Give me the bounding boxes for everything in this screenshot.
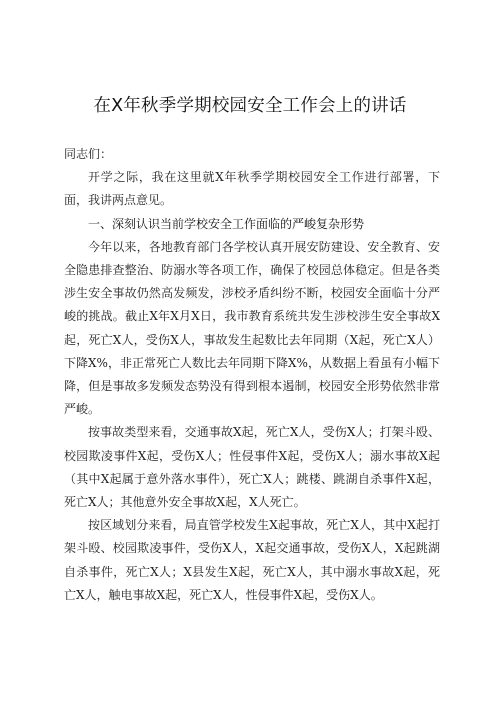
- section-heading-1: 一、深刻认识当前学校安全工作面临的严峻复杂形势: [88, 216, 365, 231]
- document-title: 在X年秋季学期校园安全工作会上的讲话: [93, 96, 407, 116]
- paragraph-by-region: 按区域划分来看，局直管学校发生X起事故，死亡X人，其中X起打架斗殴、校园欺凌事件，受伤X人，X起交通事故，受伤X人，X起跳湖自杀事件，死亡X人；X县发生X起，死亡X人，其中溺水事故X起，死亡X人，触电事故X起，死亡X人，性侵事件X起，受伤X人。: [64, 518, 440, 602]
- salutation: 同志们：: [64, 147, 113, 161]
- paragraph-by-type: 按事故类型来看，交通事故X起，死亡X人，受伤X人；打架斗殴、校园欺凌事件X起，受伤X人；性侵事件X起，受伤X人；溺水事故X起（其中X起属于意外落水事件），死亡X人；跳楼、跳湖自杀事件X起，死亡X人；其他意外安全事故X起，X人死亡。: [64, 425, 440, 510]
- document-body: [64, 143, 440, 607]
- intro-paragraph: 开学之际，我在这里就X年秋季学期校园安全工作进行部署，下面，我讲两点意见。: [64, 170, 440, 208]
- paragraph-overview: 今年以来，各地教育部门各学校认真开展安防建设、安全教育、安全隐患排查整治、防溺水等各项工作，确保了校园总体稳定。但是各类涉生安全事故仍然高发频发，涉校矛盾纠纷不断，校园安全面临十分严峻的挑战。截止X年X月X日，我市教育系统共发生涉校涉生安全事故X起，死亡X人，受伤X人，事故发生起数比去年同期（X起，死亡X人）下降X%，非正常死亡人数比去年同期下降X%，从数据上看虽有小幅下降，但是事故多发频发态势没有得到根本遏制，校园安全形势依然非常严峻。: [64, 239, 440, 417]
